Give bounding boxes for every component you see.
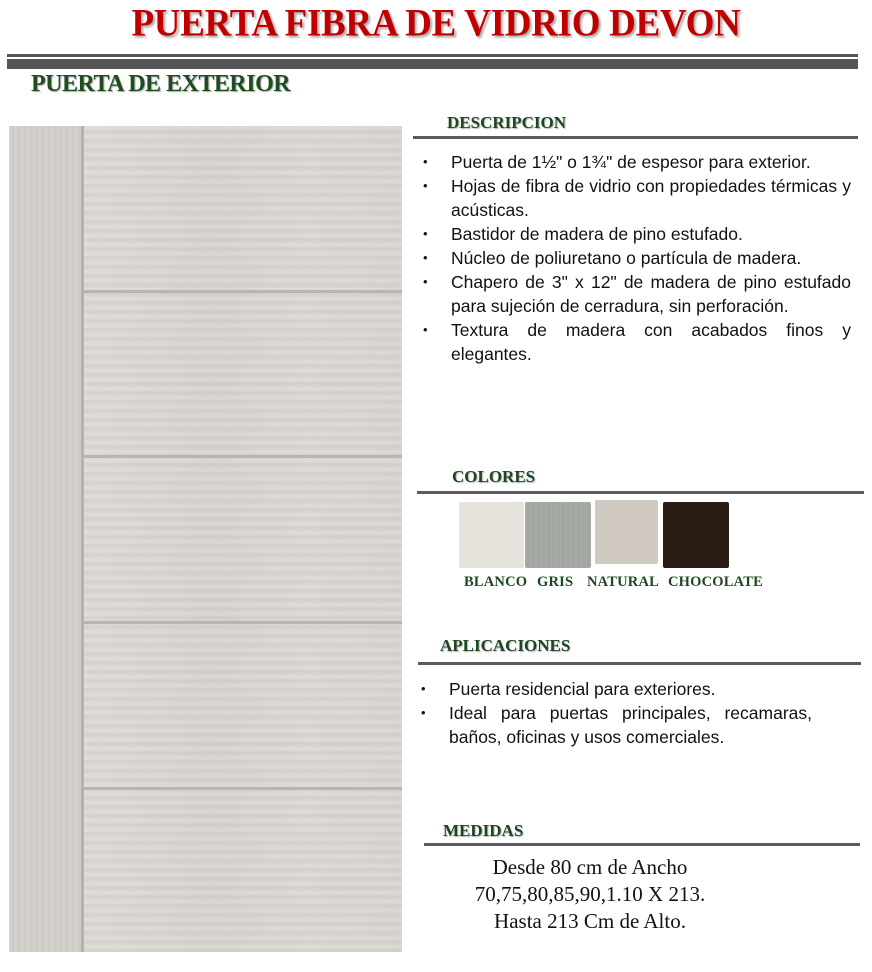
descripcion-heading: DESCRIPCION bbox=[447, 113, 567, 132]
medidas-line: Desde 80 cm de Ancho bbox=[492, 855, 688, 879]
bullet-icon: • bbox=[423, 274, 428, 289]
page-subtitle: PUERTA DE EXTERIOR bbox=[31, 71, 291, 97]
door-groove-4 bbox=[84, 787, 402, 790]
door-groove-1 bbox=[84, 290, 402, 293]
bullet-icon: • bbox=[423, 226, 428, 241]
medidas-rule bbox=[424, 843, 860, 846]
colores-rule bbox=[417, 491, 864, 494]
door-stile bbox=[9, 126, 81, 952]
bullet-icon: • bbox=[423, 322, 428, 337]
medidas-heading: MEDIDAS bbox=[443, 821, 524, 840]
header-rule-thin bbox=[7, 54, 858, 57]
page-title: PUERTA FIBRA DE VIDRIO DEVON bbox=[131, 1, 741, 46]
colores-heading: COLORES bbox=[452, 467, 536, 486]
descripcion-item: • Núcleo de poliuretano o partícula de madera. bbox=[423, 248, 802, 268]
aplicaciones-list bbox=[415, 677, 812, 749]
swatch-chocolate bbox=[663, 502, 729, 568]
swatch-label-blanco: BLANCO bbox=[464, 574, 528, 590]
header-rule-thick bbox=[7, 59, 858, 69]
swatch-gris bbox=[525, 502, 591, 568]
bullet-icon: • bbox=[423, 250, 428, 265]
swatch-natural bbox=[595, 500, 658, 564]
descripcion-item: • Bastidor de madera de pino estufado. bbox=[423, 224, 743, 244]
descripcion-item: • Chapero de 3" x 12" de madera de pino estufado para sujeción de cerradura, sin perforación. bbox=[423, 272, 851, 316]
door-groove-3 bbox=[84, 621, 402, 624]
door-groove-2 bbox=[84, 455, 402, 458]
bullet-icon: • bbox=[421, 681, 426, 696]
door-image bbox=[9, 126, 402, 952]
aplicaciones-item: • Puerta residencial para exteriores. bbox=[421, 679, 716, 699]
swatch-label-gris: GRIS bbox=[537, 574, 574, 590]
swatch-label-natural: NATURAL bbox=[587, 574, 660, 590]
bullet-icon: • bbox=[423, 154, 428, 169]
medidas-line: 70,75,80,85,90,1.10 X 213. bbox=[474, 882, 706, 906]
descripcion-rule bbox=[413, 136, 858, 139]
medidas-line: Hasta 213 Cm de Alto. bbox=[494, 909, 686, 933]
aplicaciones-rule bbox=[418, 662, 861, 665]
aplicaciones-item: • Ideal para puertas principales, recamaras, baños, oficinas y usos comerciales. bbox=[421, 703, 812, 747]
bullet-icon: • bbox=[421, 705, 426, 720]
descripcion-item: • Puerta de 1½" o 1¾" de espesor para exterior. bbox=[423, 152, 811, 172]
swatch-blanco bbox=[459, 502, 524, 568]
bullet-icon: • bbox=[423, 178, 428, 193]
descripcion-item: • Hojas de fibra de vidrio con propiedades térmicas y acústicas. bbox=[423, 176, 851, 220]
swatch-label-chocolate: CHOCOLATE bbox=[668, 574, 763, 590]
medidas-text bbox=[440, 854, 740, 935]
aplicaciones-heading: APLICACIONES bbox=[440, 636, 571, 655]
descripcion-list bbox=[417, 150, 851, 366]
door-panels bbox=[84, 126, 402, 952]
descripcion-item: • Textura de madera con acabados finos y elegantes. bbox=[423, 320, 851, 364]
